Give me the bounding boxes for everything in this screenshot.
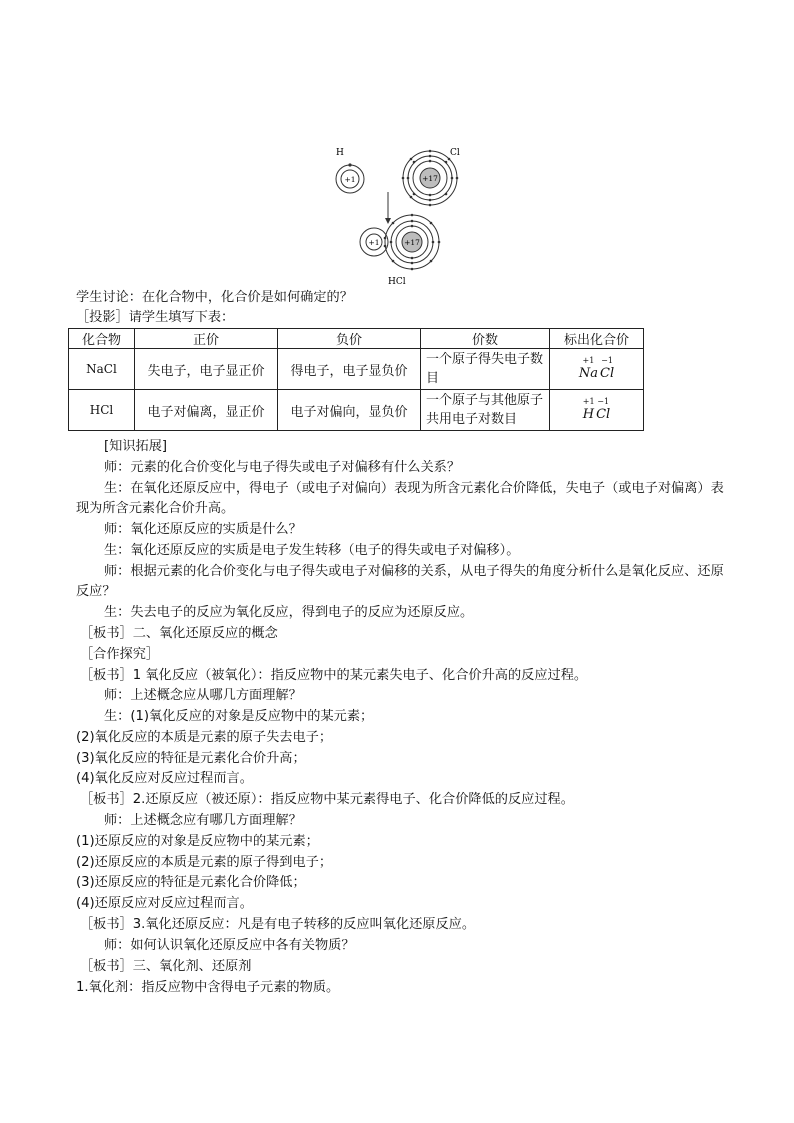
arrow-head	[385, 218, 391, 224]
teacher-line: 师：根据元素的化合价变化与电子得失或电子对偏移的关系，从电子得失的角度分析什么是氧化反应、还原反应？	[76, 564, 724, 599]
atom-structure-figure	[330, 142, 465, 287]
list-item: (3)还原反应的特征是元素化合价降低；	[76, 875, 306, 890]
cell-valence: 一个原子得失电子数目	[421, 349, 550, 390]
element-symbol: Cl	[600, 365, 615, 381]
list-item: (3)氧化反应的特征是元素化合价升高；	[76, 751, 306, 766]
valence-sup: +1	[582, 355, 595, 365]
cell-valence: 一个原子与其他原子共用电子对数目	[421, 390, 550, 431]
cell-compound: HCl	[69, 390, 135, 431]
hcl-label: HCl	[388, 277, 406, 287]
h-electron	[348, 163, 351, 166]
projection-line: ［投影］请学生填写下表：	[76, 310, 235, 325]
header-mark: 标出化合价	[550, 329, 644, 349]
discussion-line: 学生讨论：在化合物中，化合价是如何确定的？	[76, 290, 353, 305]
board-line: ［板书］3.氧化还原反应：凡是有电子转移的反应叫氧化还原反应。	[80, 917, 476, 932]
cell-negative: 电子对偏向，显负价	[278, 390, 421, 431]
element-symbol: H	[582, 406, 595, 422]
knowledge-extension-heading: [知识拓展]	[104, 439, 168, 454]
table-row	[69, 349, 644, 390]
valence-notation	[582, 396, 611, 422]
board-line: ［板书］2.还原反应（被还原）：指反应物中某元素得电子、化合价降低的反应过程。	[80, 792, 574, 807]
valence-sup: +1	[582, 396, 595, 406]
header-negative: 负价	[278, 329, 421, 349]
definition-line: 1.氧化剂：指反应物中含得电子元素的物质。	[76, 980, 340, 995]
element-symbol: Na	[578, 365, 599, 381]
hcl-cl-nucleus-label: +17	[404, 238, 420, 247]
cell-negative: 得电子，电子显负价	[278, 349, 421, 390]
valence-notation	[578, 355, 615, 381]
teacher-line: 师：上述概念应有哪几方面理解？	[104, 813, 302, 828]
teacher-line: 师：如何认识氧化还原反应中各有关物质？	[104, 938, 355, 953]
board-heading: ［板书］二、氧化还原反应的概念	[80, 626, 278, 641]
h-label: H	[336, 148, 344, 158]
header-compound: 化合物	[69, 329, 135, 349]
table-header-row	[69, 329, 644, 349]
cl-label: Cl	[450, 148, 460, 158]
cell-mark	[550, 390, 644, 431]
valence-sup: −1	[597, 396, 610, 406]
h-nucleus-label: +1	[344, 175, 356, 184]
header-valence: 价数	[421, 329, 550, 349]
cell-positive: 失电子，电子显正价	[135, 349, 278, 390]
cell-compound: NaCl	[69, 349, 135, 390]
student-line: 生：(1)氧化反应的对象是反应物中的某元素；	[104, 709, 374, 724]
hcl-formation-diagram	[330, 142, 465, 287]
list-item: (2)还原反应的本质是元素的原子得到电子；	[76, 855, 333, 870]
list-item: (4)氧化反应对反应过程而言。	[76, 771, 253, 786]
table-row	[69, 390, 644, 431]
list-item: (1)还原反应的对象是反应物中的某元素；	[76, 834, 319, 849]
list-item: (4)还原反应对反应过程而言。	[76, 896, 253, 911]
hcl-h-nucleus-label: +1	[368, 238, 380, 247]
cl-nucleus-label: +17	[422, 174, 438, 183]
valence-table	[68, 328, 644, 431]
element-symbol: Cl	[596, 406, 611, 422]
board-line: ［板书］1 氧化反应（被氧化）：指反应物中的某元素失电子、化合价升高的反应过程。	[80, 668, 588, 683]
list-item: (2)氧化反应的本质是元素的原子失去电子；	[76, 730, 333, 745]
cell-mark	[550, 349, 644, 390]
student-line: 生：失去电子的反应为氧化反应，得到电子的反应为还原反应。	[104, 605, 474, 620]
teacher-line: 师：元素的化合价变化与电子得失或电子对偏移有什么关系？	[104, 460, 461, 475]
teacher-line: 师：上述概念应从哪几方面理解？	[104, 688, 302, 703]
cell-positive: 电子对偏离，显正价	[135, 390, 278, 431]
cooperation-heading: ［合作探究］	[80, 647, 160, 662]
student-line: 生：在氧化还原反应中，得电子（或电子对偏向）表现为所含元素化合价降低，失电子（或电子对偏离）表现为所含元素化合价升高。	[76, 481, 724, 516]
student-line: 生：氧化还原反应的实质是电子发生转移（电子的得失或电子对偏移）。	[104, 543, 520, 558]
valence-sup: −1	[601, 355, 613, 365]
board-heading: ［板书］三、氧化剂、还原剂	[80, 959, 252, 974]
header-positive: 正价	[135, 329, 278, 349]
teacher-line: 师：氧化还原反应的实质是什么？	[104, 522, 302, 537]
